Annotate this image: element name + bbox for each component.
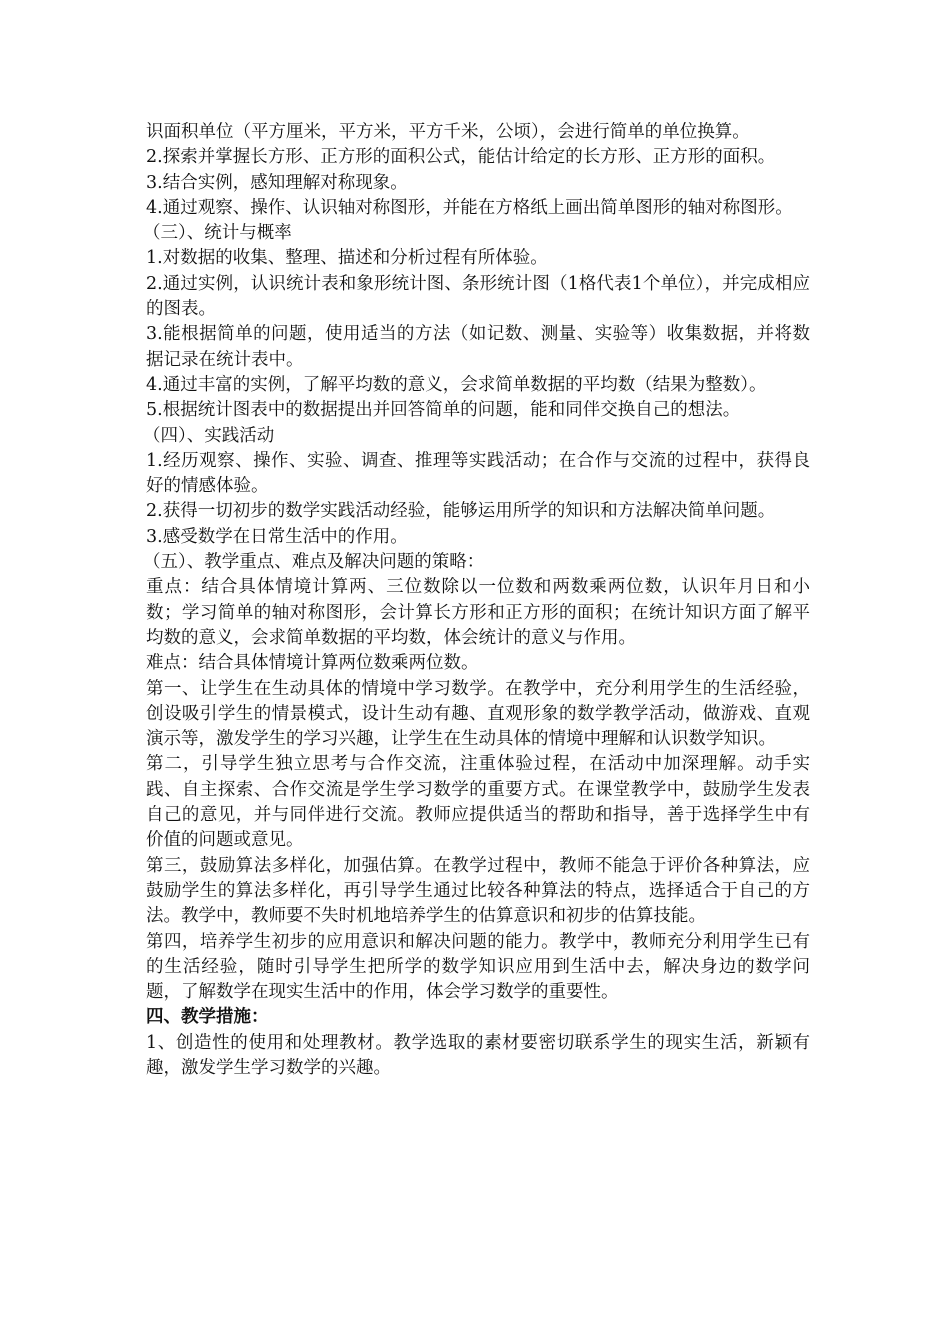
paragraph-area-units: 识面积单位（平方厘米，平方米，平方千米，公顷），会进行简单的单位换算。 (146, 122, 750, 142)
section-heading-practice: （四）、实践活动 (143, 425, 275, 446)
document-body (143, 120, 810, 1081)
section-heading-statistics: （三）、统计与概率 (143, 223, 292, 244)
section-heading-teaching-measures: 四、教学措施： (146, 1007, 269, 1028)
paragraph-average: 4.通过丰富的实例，了解平均数的意义，会求简单数据的平均数（结果为整数）。 (146, 374, 767, 395)
paragraph-data-collection: 1.对数据的收集、整理、描述和分析过程有所体验。 (146, 248, 548, 269)
paragraph-strategy-one: 第一、让学生在生动具体的情境中学习数学。在教学中，充分利用学生的生活经验，创设吸引学生的情景模式，设计生动有趣、直观形象的数学教学活动，做游戏、直观演示等，激发学生的学习兴趣，让学生在生动具体的情境中理解和认识数学知识。 (146, 678, 810, 750)
paragraph-strategy-four: 第四，培养学生初步的应用意识和解决问题的能力。教学中，教师充分利用学生已有的生活经验，随时引导学生把所学的数学知识应用到生活中去，解决身边的数学问题，了解数学在现实生活中的作用，体会学习数学的重要性。 (146, 931, 810, 1003)
paragraph-practice-activities: 1.经历观察、操作、实验、调查、推理等实践活动；在合作与交流的过程中，获得良好的情感体验。 (146, 450, 810, 497)
paragraph-practice-experience: 2.获得一切初步的数学实践活动经验，能够运用所学的知识和方法解决简单问题。 (146, 501, 776, 522)
paragraph-strategy-two: 第二，引导学生独立思考与合作交流，注重体验过程，在活动中加深理解。动手实践、自主探索、合作交流是学生学习数学的重要方式。在课堂教学中，鼓励学生发表自己的意见，并与同伴进行交流。教师应提供适当的帮助和指导，善于选择学生中有价值的问题或意见。 (146, 754, 810, 851)
paragraph-measure-one: 1、创造性的使用和处理教材。教学选取的素材要密切联系学生的现实生活，新颖有趣，激发学生学习数学的兴趣。 (146, 1032, 810, 1078)
paragraph-difficulties: 难点：结合具体情境计算两位数乘两位数。 (146, 653, 479, 674)
paragraph-axis-symmetry: 4.通过观察、操作、认识轴对称图形，并能在方格纸上画出简单图形的轴对称图形。 (146, 197, 793, 218)
paragraph-chart-questions: 5.根据统计图表中的数据提出并回答简单的问题，能和同伴交换自己的想法。 (146, 400, 741, 421)
paragraph-key-points: 重点：结合具体情境计算两、三位数除以一位数和两数乘两位数，认识年月日和小数；学习简单的轴对称图形，会计算长方形和正方形的面积；在统计知识方面了解平均数的意义，会求简单数据的平均数，体会统计的意义与作用。 (146, 577, 810, 648)
paragraph-strategy-three: 第三，鼓励算法多样化，加强估算。在教学过程中，教师不能急于评价各种算法，应鼓励学生的算法多样化，再引导学生通过比较各种算法的特点，选择适合于自己的方法。教学中，教师要不失时机地培养学生的估算意识和初步的估算技能。 (146, 855, 810, 927)
paragraph-area-formula: 2.探索并掌握长方形、正方形的面积公式，能估计给定的长方形、正方形的面积。 (146, 147, 776, 168)
paragraph-data-methods: 3.能根据简单的问题，使用适当的方法（如记数、测量、实验等）收集数据，并将数据记录在统计表中。 (146, 324, 810, 370)
paragraph-math-in-life: 3.感受数学在日常生活中的作用。 (146, 526, 408, 547)
paragraph-statistics-charts: 2.通过实例，认识统计表和象形统计图、条形统计图（1格代表1个单位），并完成相应的图表。 (146, 273, 810, 320)
section-heading-key-points: （五）、教学重点、难点及解决问题的策略： (143, 552, 485, 573)
paragraph-symmetry: 3.结合实例，感知理解对称现象。 (146, 172, 408, 193)
